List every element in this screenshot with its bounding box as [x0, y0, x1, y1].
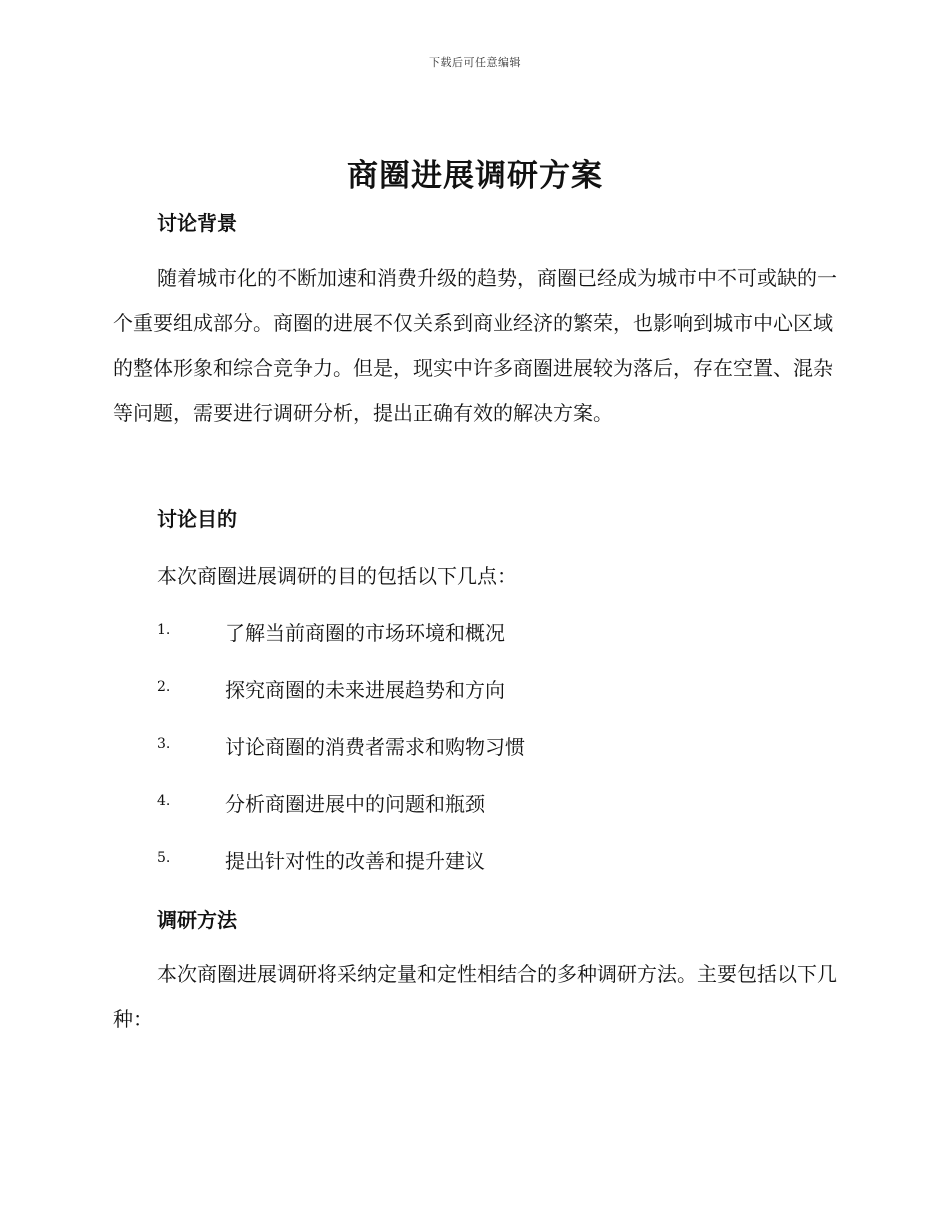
- list-item-text: 探究商圈的未来进展趋势和方向: [225, 678, 505, 702]
- section-heading-background: 讨论背景: [157, 211, 237, 235]
- purpose-intro: 本次商圈进展调研的目的包括以下几点：: [157, 564, 517, 588]
- list-item: [157, 617, 837, 647]
- list-item-number: 1.: [157, 622, 171, 638]
- list-item-number: 5.: [157, 850, 171, 866]
- list-item-number: 4.: [157, 793, 171, 809]
- list-item-text: 提出针对性的改善和提升建议: [225, 849, 485, 873]
- list-item-number: 2.: [157, 679, 171, 695]
- list-item-number: 3.: [157, 736, 171, 752]
- list-item-text: 讨论商圈的消费者需求和购物习惯: [225, 735, 525, 759]
- method-paragraph: 本次商圈进展调研将采纳定量和定性相结合的多种调研方法。主要包括以下几种：: [113, 962, 837, 1031]
- list-item-text: 分析商圈进展中的问题和瓶颈: [225, 792, 485, 816]
- list-item: [157, 731, 837, 761]
- list-item-text: 了解当前商圈的市场环境和概况: [225, 621, 505, 645]
- list-item: [157, 674, 837, 704]
- list-item: [157, 788, 837, 818]
- background-paragraph: 随着城市化的不断加速和消费升级的趋势，商圈已经成为城市中不可或缺的一个重要组成部分。商圈的进展不仅关系到商业经济的繁荣，也影响到城市中心区域的整体形象和综合竞争力。但是，现实中许多商圈进展较为落后，存在空置、混杂等问题，需要进行调研分析，提出正确有效的解决方案。: [113, 266, 837, 425]
- page-header: 下载后可任意编辑: [429, 56, 521, 69]
- section-heading-method: 调研方法: [157, 908, 237, 932]
- section-heading-purpose: 讨论目的: [157, 507, 237, 531]
- list-item: [157, 845, 837, 875]
- document-title: 商圈进展调研方案: [347, 158, 603, 194]
